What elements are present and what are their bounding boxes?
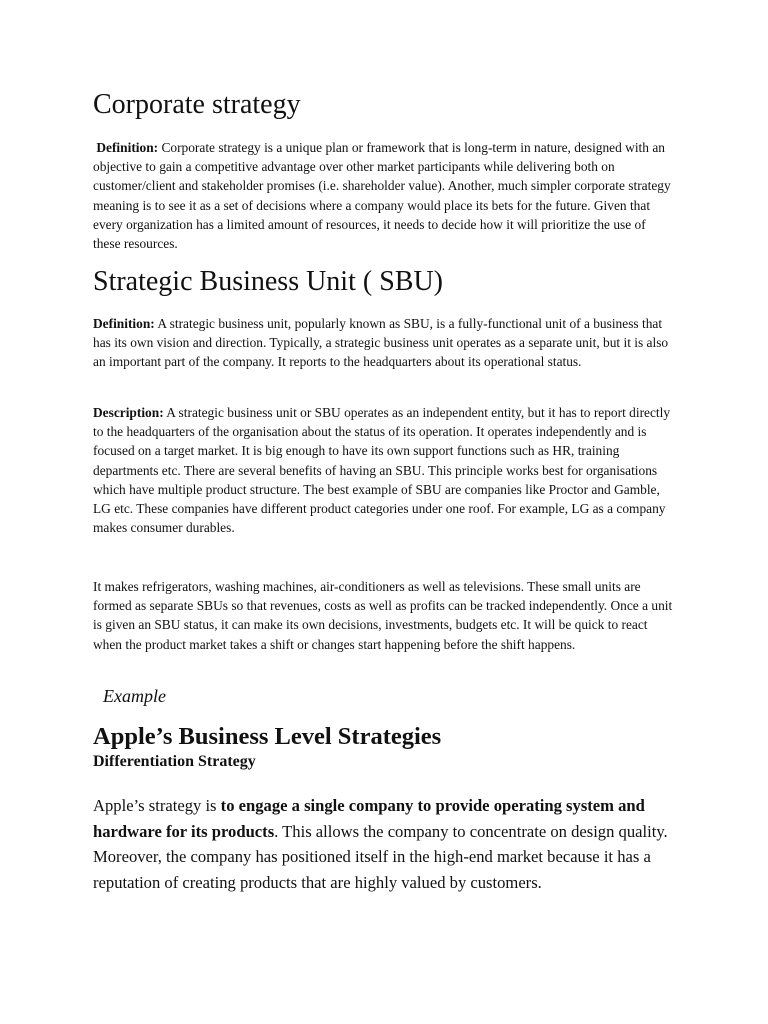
definition-text: A strategic business unit, popularly known as SBU, is a fully-functional unit of a business that has its own vision and direction. Typically, a strategic business unit operates as a separate unit, but it is also an important part of the company. It reports to the headquarters about its operational status. [93, 316, 669, 370]
heading-corporate-strategy: Corporate strategy [93, 89, 301, 120]
definition-label: Definition: [93, 316, 155, 331]
sbu-definition [93, 314, 675, 372]
para-suffix: . This allows the company to concentrate on design quality. Moreover, the company has positioned itself in the high-end market because it has a reputation of creating products that are highly valued by customers. [93, 821, 668, 892]
sbu-paragraph-3: It makes refrigerators, washing machines, air-conditioners as well as televisions. These small units are formed as separate SBUs so that revenues, costs as well as profits can be tracked independently. Once a unit is given an SBU status, it can make its own decisions, investments, budgets etc. It will be quick to react when the product market takes a shift or changes start happening before the shift happens. [93, 579, 673, 652]
description-text: A strategic business unit or SBU operates as an independent entity, but it has to report directly to the headquarters of the organisation about the status of its operation. It operates independently and is focused on a target market. It is big enough to have its own support functions such as HR, training departments etc. There are several benefits of having an SBU. This principle works best for organisations which have multiple product structure. The best example of SBU are companies like Proctor and Gamble, LG etc. These companies have different product categories under one roof. For example, LG as a company makes consumer durables. [93, 405, 671, 536]
definition-text: Corporate strategy is a unique plan or framework that is long-term in nature, designed with an objective to gain a competitive advantage over other market participants while delivering both on customer/client and stakeholder promises (i.e. shareholder value). Another, much simpler corporate strategy meaning is to see it as a set of decisions where a company would place its bets for the future. Given that every organization has a limited amount of resources, it needs to decide how it will prioritize the use of these resources. [93, 140, 671, 252]
definition-label: Definition: [96, 140, 159, 155]
apple-strategy-paragraph [93, 793, 675, 895]
para-bold: to engage a single company to provide operating system and hardware for its products [93, 796, 645, 841]
heading-apple-strategies: Apple’s Business Level Strategies [93, 723, 442, 750]
description-label: Description: [93, 405, 164, 420]
para-prefix: Apple’s strategy is [93, 796, 221, 815]
sbu-description [93, 403, 675, 537]
subheading-differentiation: Differentiation Strategy [93, 753, 256, 770]
heading-sbu: Strategic Business Unit ( SBU) [93, 266, 443, 297]
example-label: Example [103, 686, 166, 706]
corporate-strategy-definition [93, 138, 675, 253]
